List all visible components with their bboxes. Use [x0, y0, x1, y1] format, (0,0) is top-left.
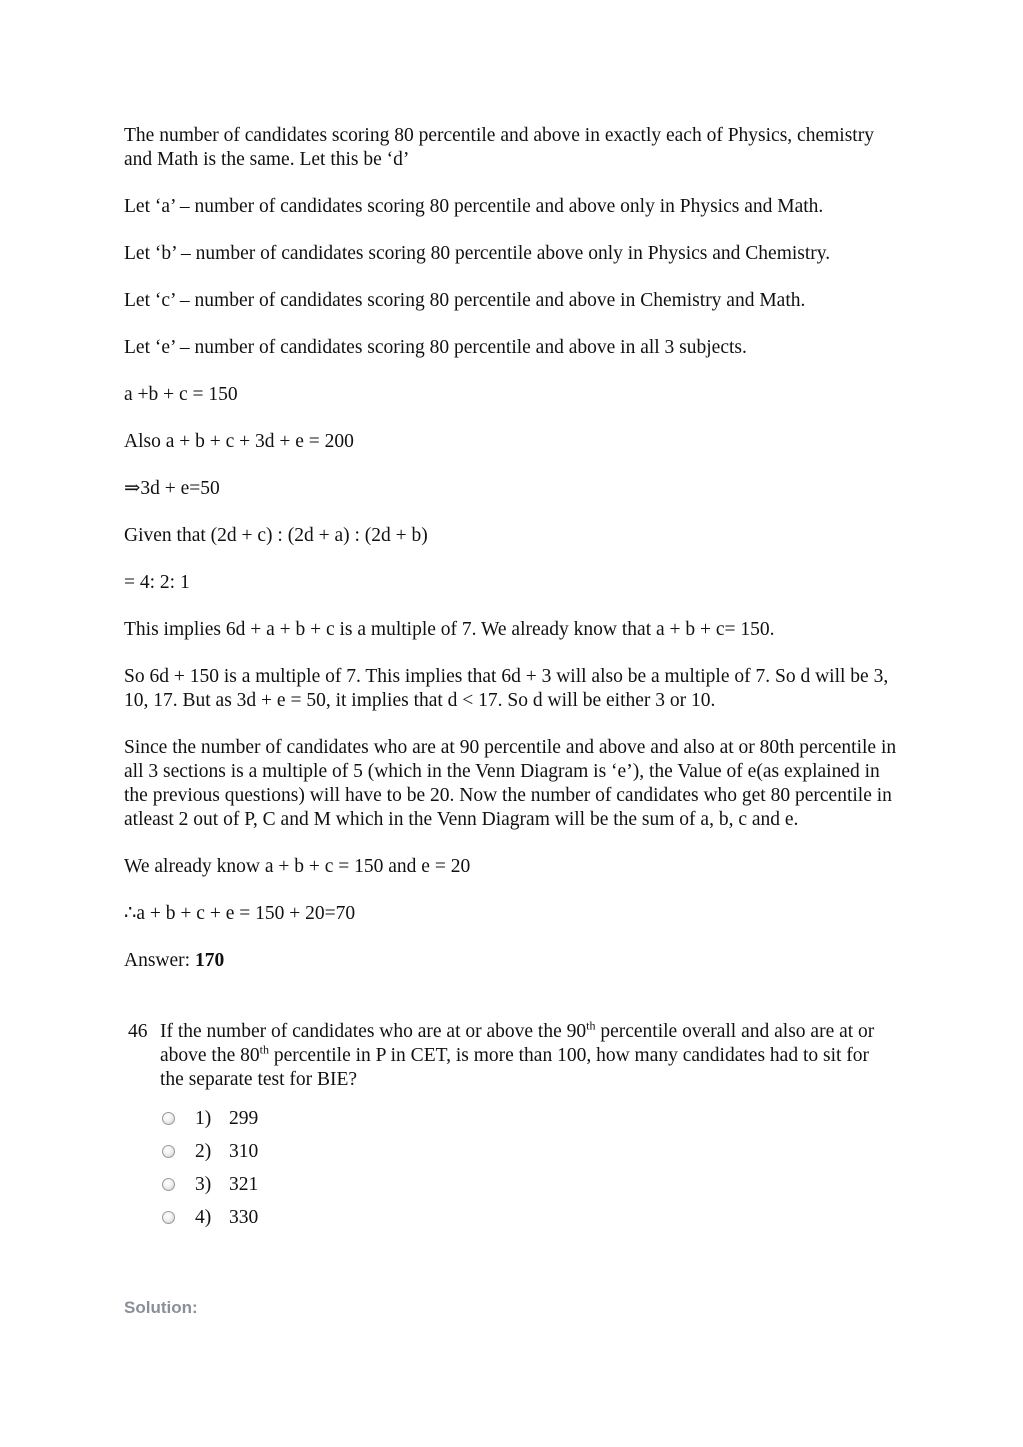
- equation: = 4: 2: 1: [124, 572, 190, 593]
- paragraph: Let ‘b’ – number of candidates scoring 80 percentile above only in Physics and Chemistry.: [124, 243, 831, 264]
- option-2[interactable]: [162, 1135, 904, 1168]
- equation: ∴a + b + c + e = 150 + 20=70: [124, 903, 356, 924]
- radio-button[interactable]: [162, 1112, 175, 1125]
- option-3[interactable]: [162, 1168, 904, 1201]
- solution-heading: Solution:: [124, 1298, 198, 1317]
- radio-button[interactable]: [162, 1211, 175, 1224]
- question-text: [160, 1020, 890, 1092]
- option-number: 3): [195, 1173, 212, 1195]
- paragraph: This implies 6d + a + b + c is a multiple of 7. We already know that a + b + c= 150.: [124, 619, 775, 640]
- paragraph: Let ‘c’ – number of candidates scoring 80 percentile and above in Chemistry and Math.: [124, 290, 806, 311]
- option-value: 310: [229, 1140, 259, 1162]
- equation: Given that (2d + c) : (2d + a) : (2d + b): [124, 525, 428, 546]
- radio-button[interactable]: [162, 1145, 175, 1158]
- question-text-part: If the number of candidates who are at or above the 90: [160, 1021, 587, 1042]
- option-number: 1): [195, 1107, 212, 1129]
- equation: ⇒3d + e=50: [124, 478, 220, 499]
- question-text-part: percentile overall and also are at or above the 80: [160, 1021, 875, 1066]
- equation: Also a + b + c + 3d + e = 200: [124, 431, 354, 452]
- equation: We already know a + b + c = 150 and e = 20: [124, 856, 471, 877]
- paragraph: Let ‘e’ – number of candidates scoring 80 percentile and above in all 3 subjects.: [124, 337, 747, 358]
- answer-options: [160, 1102, 904, 1234]
- option-value: 299: [229, 1107, 259, 1129]
- radio-button[interactable]: [162, 1178, 175, 1191]
- solution-content: [124, 124, 904, 1234]
- answer-line: [124, 949, 904, 973]
- question-46: [124, 1020, 904, 1234]
- option-number: 4): [195, 1206, 212, 1228]
- equation: a +b + c = 150: [124, 384, 238, 405]
- paragraph: Let ‘a’ – number of candidates scoring 80 percentile and above only in Physics and Math.: [124, 196, 824, 217]
- option-1[interactable]: [162, 1102, 904, 1135]
- question-text-part: percentile in P in CET, is more than 100, how many candidates had to sit for the separate test for BIE?: [160, 1045, 870, 1090]
- paragraph: So 6d + 150 is a multiple of 7. This implies that 6d + 3 will also be a multiple of 7. So d will be 3, 10, 17. But as 3d + e = 50, it implies that d < 17. So d will be either 3 or 10.: [124, 666, 889, 711]
- paragraph: The number of candidates scoring 80 percentile and above in exactly each of Physics, chemistry and Math is the same. Let this be ‘d’: [124, 125, 874, 170]
- answer-value: 170: [194, 950, 225, 971]
- superscript: th: [586, 1018, 596, 1033]
- superscript: th: [259, 1042, 269, 1057]
- option-4[interactable]: [162, 1201, 904, 1234]
- answer-label: Answer:: [124, 950, 195, 971]
- paragraph: Since the number of candidates who are at 90 percentile and above and also at or 80th percentile in all 3 sections is a multiple of 5 (which in the Venn Diagram is ‘e’), the Value of e(as explained in the previous questions) will have to be 20. Now the number of candidates who get 80 percentile in atleast 2 out of P, C and M which in the Venn Diagram will be the sum of a, b, c and e.: [124, 737, 897, 830]
- option-value: 330: [229, 1206, 259, 1228]
- option-value: 321: [229, 1173, 259, 1195]
- question-number: 46: [128, 1021, 148, 1042]
- option-number: 2): [195, 1140, 212, 1162]
